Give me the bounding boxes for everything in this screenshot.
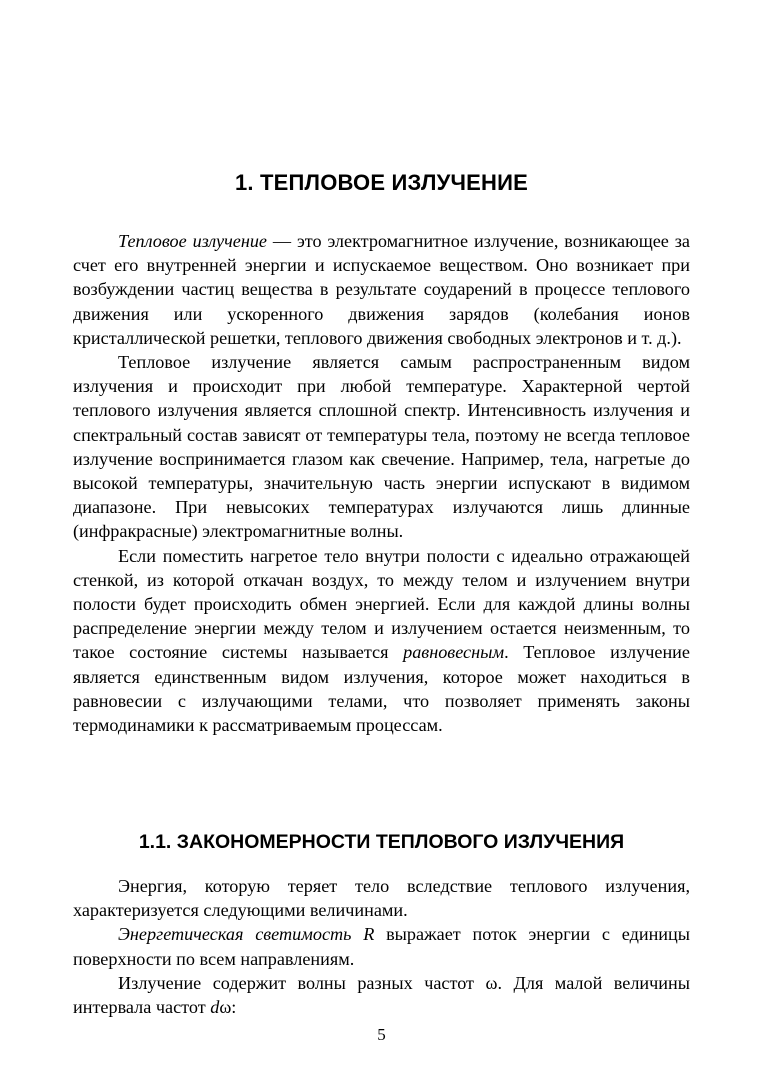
paragraph-text: ω: [219, 997, 237, 1018]
paragraph-energy-loss: Энергия, которую теряет тело вследствие теплового излучения, характеризуется следующими величинами. [73, 876, 690, 921]
paragraph-text: Если поместить нагретое тело внутри полости с идеально отражающей стенкой, из которой откачан воздух, то между телом и излучением внутри полости будет происходить обмен энергией. Если для каждой длины волны распределение энергии между телом и излучением остается неизменным, то такое состояние системы называется [73, 545, 690, 663]
paragraph-text: выражает поток энергии с единицы поверхности по всем направлениям. [73, 924, 690, 969]
paragraph-equilibrium [73, 544, 690, 738]
variable-d: d [210, 997, 220, 1018]
paragraph-definition [73, 229, 690, 350]
paragraph-text: . Тепловое излучение является единственным видом излучения, которое может находиться в равновесии с излучающими телами, что позволяет применять законы термодинамики к рассматриваемым процессам. [73, 642, 690, 736]
paragraph-spectrum: Тепловое излучение является самым распространенным видом излучения и происходит при любой температуре. Характерной чертой теплового излучения является сплошной спектр. Интенсивность излучения и спектральный состав зависят от температуры тела, поэтому не всегда тепловое излучение воспринимается глазом как свечение. Например, тела, нагретые до высокой температуры, значительную часть энергии испускают в видимом диапазоне. При невысоких температурах излучаются лишь длинные (инфракрасные) электромагнитные волны. [73, 352, 690, 542]
paragraph-frequencies [73, 971, 690, 1019]
paragraph-text: Излучение содержит волны разных частот ω. Для малой величины интервала частот [73, 972, 690, 1018]
term-equilibrium: равновесным [403, 642, 505, 663]
term-energy-luminosity: Энергетическая светимость R [118, 924, 375, 945]
chapter-body [73, 229, 690, 737]
paragraph-text: — это электромагнитное излучение, возникающее за счет его внутренней энергии и испускаемое веществом. Оно возникает при возбуждении частиц вещества в результате соударений в процессе теплового движения или ускоренного движения зарядов (колебания ионов кристаллической решетки, теплового движения свободных электронов и т. д.). [73, 231, 690, 348]
chapter-title: 1. ТЕПЛОВОЕ ИЗЛУЧЕНИЕ [234, 170, 529, 195]
term-thermal-radiation: Тепловое излучение [118, 231, 268, 251]
section-body [73, 874, 690, 1019]
page-number: 5 [377, 1025, 386, 1044]
section-title: 1.1. ЗАКОНОМЕРНОСТИ ТЕПЛОВОГО ИЗЛУЧЕНИЯ [138, 831, 625, 853]
paragraph-luminosity [73, 922, 690, 970]
